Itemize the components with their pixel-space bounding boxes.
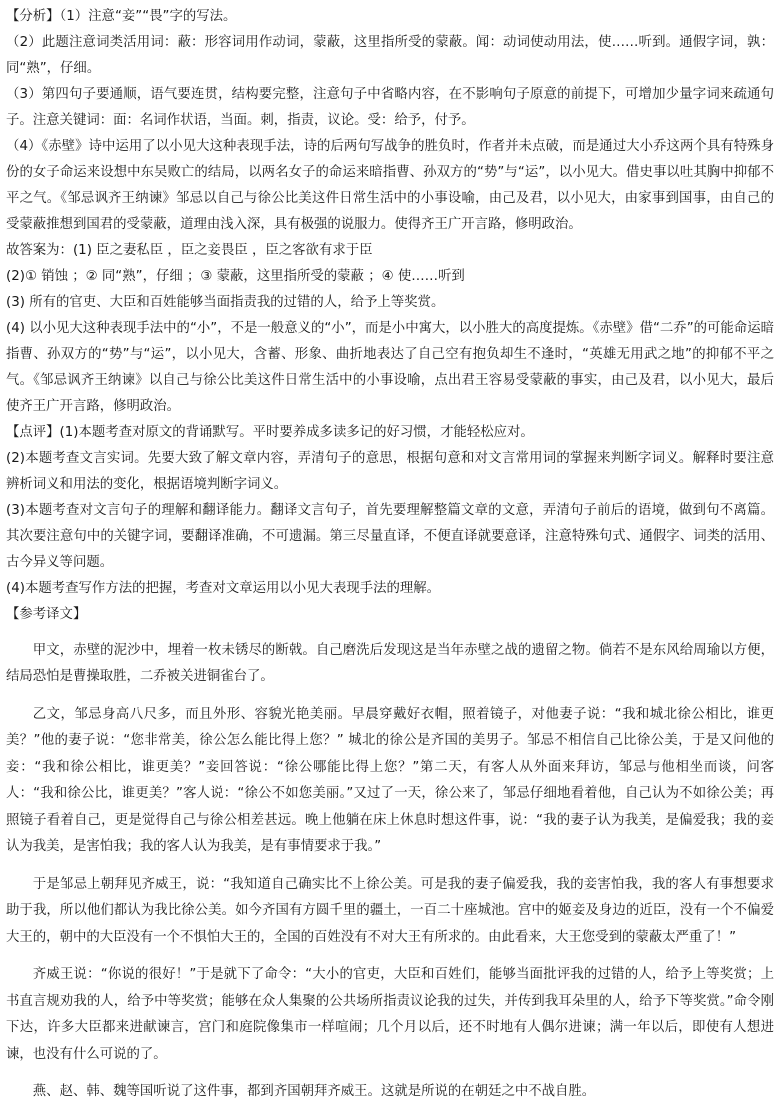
analysis-point-3: （3）第四句子要通顺，语气要连贯，结构要完整，注意句子中省略内容，在不影响句子原意的前提下，可增加少量字词来疏通句子。注意关键词：面：名词作状语，当面。刺，指责，议论。受：给予，付予。	[6, 87, 774, 128]
translation-para-5: 燕、赵、韩、魏等国听说了这件事，都到齐国朝拜齐威王。这就是所说的在朝廷之中不战自胜。	[32, 1084, 596, 1099]
comment-2: (2)本题考查文言实词。先要大致了解文章内容，弄清句子的意思，根据句意和对文言常用词的掌握来判断字词义。解释时要注意辨析词义和用法的变化，根据语境判断字词义。	[6, 451, 774, 492]
translation-section	[6, 602, 774, 1106]
answer-3: (3) 所有的官吏、大臣和百姓能够当面指责我的过错的人，给予上等奖赏。	[6, 295, 445, 310]
analysis-point-1	[6, 4, 774, 30]
translation-para-4: 齐威王说：“你说的很好！”于是就下了命令：“大小的官吏，大臣和百姓们，能够当面批评我的过错的人，给予上等奖赏；上书直言规劝我的人，给予中等奖赏；能够在众人集聚的公共场所指责议论我的过失，并传到我耳朵里的人，给予下等奖赏。”命令刚下达，许多大臣都来进献谏言，宫门和庭院像集市一样喧闹；几个月以后，还不时地有人偶尔进谏；满一年以后，即使有人想进谏，也没有什么可说的了。	[6, 967, 774, 1062]
comment-4: (4)本题考查写作方法的把握，考查对文章运用以小见大表现手法的理解。	[6, 581, 441, 596]
analysis-point-2: （2）此题注意词类活用词：蔽：形容词用作动词，蒙蔽，这里指所受的蒙蔽。闻：动词使动用法，使……听到。通假字词，孰：同“熟”，仔细。	[6, 35, 774, 76]
comment-3: (3)本题考查对文言句子的理解和翻译能力。翻译文言句子，首先要理解整篇文章的文意，弄清句子前后的语境，做到句不离篇。其次要注意句中的关键字词，要翻译准确，不可遗漏。第三尽量直译，不便直译就要意译，注意特殊句式、通假字、词类的活用、古今异义等问题。	[6, 503, 774, 570]
answer-4: (4) 以小见大这种表现手法中的“小”，不是一般意义的“小”，而是小中寓大，以小胜大的高度提炼。《赤壁》借“二乔”的可能命运暗指曹、孙双方的“势”与“运”，以小见大，含蓄、形象、曲折地表达了自己空有抱负却生不逢时，“英雄无用武之地”的抑郁不平之气。《邹忌讽齐王纳谏》以自己与徐公比美这件日常生活中的小事设喻，点出君王容易受蒙蔽的事实，由己及君，以小见大，最后使齐王广开言路，修明政治。	[6, 321, 774, 414]
analysis-header: 【分析】	[6, 9, 60, 24]
answer-intro: 故答案为：(1) 臣之妻私臣 ，臣之妾畏臣 ，臣之客欲有求于臣	[6, 243, 373, 258]
answer-2: (2)① 销蚀 ；② 同“熟”，仔细 ；③ 蒙蔽，这里指所受的蒙蔽 ；④ 使……听到	[6, 269, 465, 284]
analysis-point-4: （4）《赤壁》诗中运用了以小见大这种表现手法，诗的后两句写战争的胜负时，作者并未点破，而是通过大小乔这两个具有特殊身份的女子命运来设想中东吴败亡的结局，以两名女子的命运来暗指曹、孙双方的“势”与“运”，以小见大。借史事以吐其胸中抑郁不平之气。《邹忌讽齐王纳谏》邹忌以自己与徐公比美这件日常生活中的小事设喻，由己及君，以小见大，由家事到国事，由自己的受蒙蔽推想到国君的受蒙蔽，道理由浅入深，具有极强的说服力。使得齐王广开言路，修明政治。	[6, 139, 774, 232]
translation-para-1: 甲文，赤壁的泥沙中，埋着一枚未锈尽的断戟。自己磨洗后发现这是当年赤壁之战的遗留之物。倘若不是东风给周瑜以方便，结局恐怕是曹操取胜，二乔被关进铜雀台了。	[6, 642, 774, 684]
comment-1: 【点评】(1)本题考查对原文的背诵默写。平时要养成多读多记的好习惯，才能轻松应对。	[6, 425, 534, 440]
analysis-section	[6, 4, 774, 238]
answer-section	[6, 238, 774, 420]
translation-header: 【参考译文】	[6, 607, 87, 622]
analysis-point-1-text: （1）注意“妾”“畏”字的写法。	[59, 9, 237, 24]
comment-section	[6, 420, 774, 602]
translation-para-3: 于是邹忌上朝拜见齐威王，说：“我知道自己确实比不上徐公美。可是我的妻子偏爱我，我的妾害怕我，我的客人有事想要求助于我，所以他们都认为我比徐公美。如今齐国有方圆千里的疆土，一百二十座城池。宫中的姬妾及身边的近臣，没有一个不偏爱大王的，朝中的大臣没有一个不惧怕大王的，全国的百姓没有不对大王有所求的。由此看来，大王您受到的蒙蔽太严重了！”	[6, 876, 774, 945]
translation-para-2: 乙文，邹忌身高八尺多，而且外形、容貌光艳美丽。早晨穿戴好衣帽，照着镜子，对他妻子说：“我和城北徐公相比，谁更美？”他的妻子说：“您非常美，徐公怎么能比得上您？” 城北的徐公是齐国的美男子。邹忌不相信自己比徐公美，于是又问他的妾：“我和徐公相比，谁更美？”妾回答说：“徐公哪能比得上您？”第二天，有客人从外面来拜访，邹忌与他相坐而谈，问客人：“我和徐公比，谁更美？”客人说：“徐公不如您美丽。”又过了一天，徐公来了，邹忌仔细地看着他，自己认为不如徐公美；再照镜子看着自己，更是觉得自己与徐公相差甚远。晚上他躺在床上休息时想这件事，说：“我的妻子认为我美，是偏爱我；我的妾认为我美，是害怕我；我的客人认为我美，是有事情要求于我。”	[6, 706, 774, 854]
